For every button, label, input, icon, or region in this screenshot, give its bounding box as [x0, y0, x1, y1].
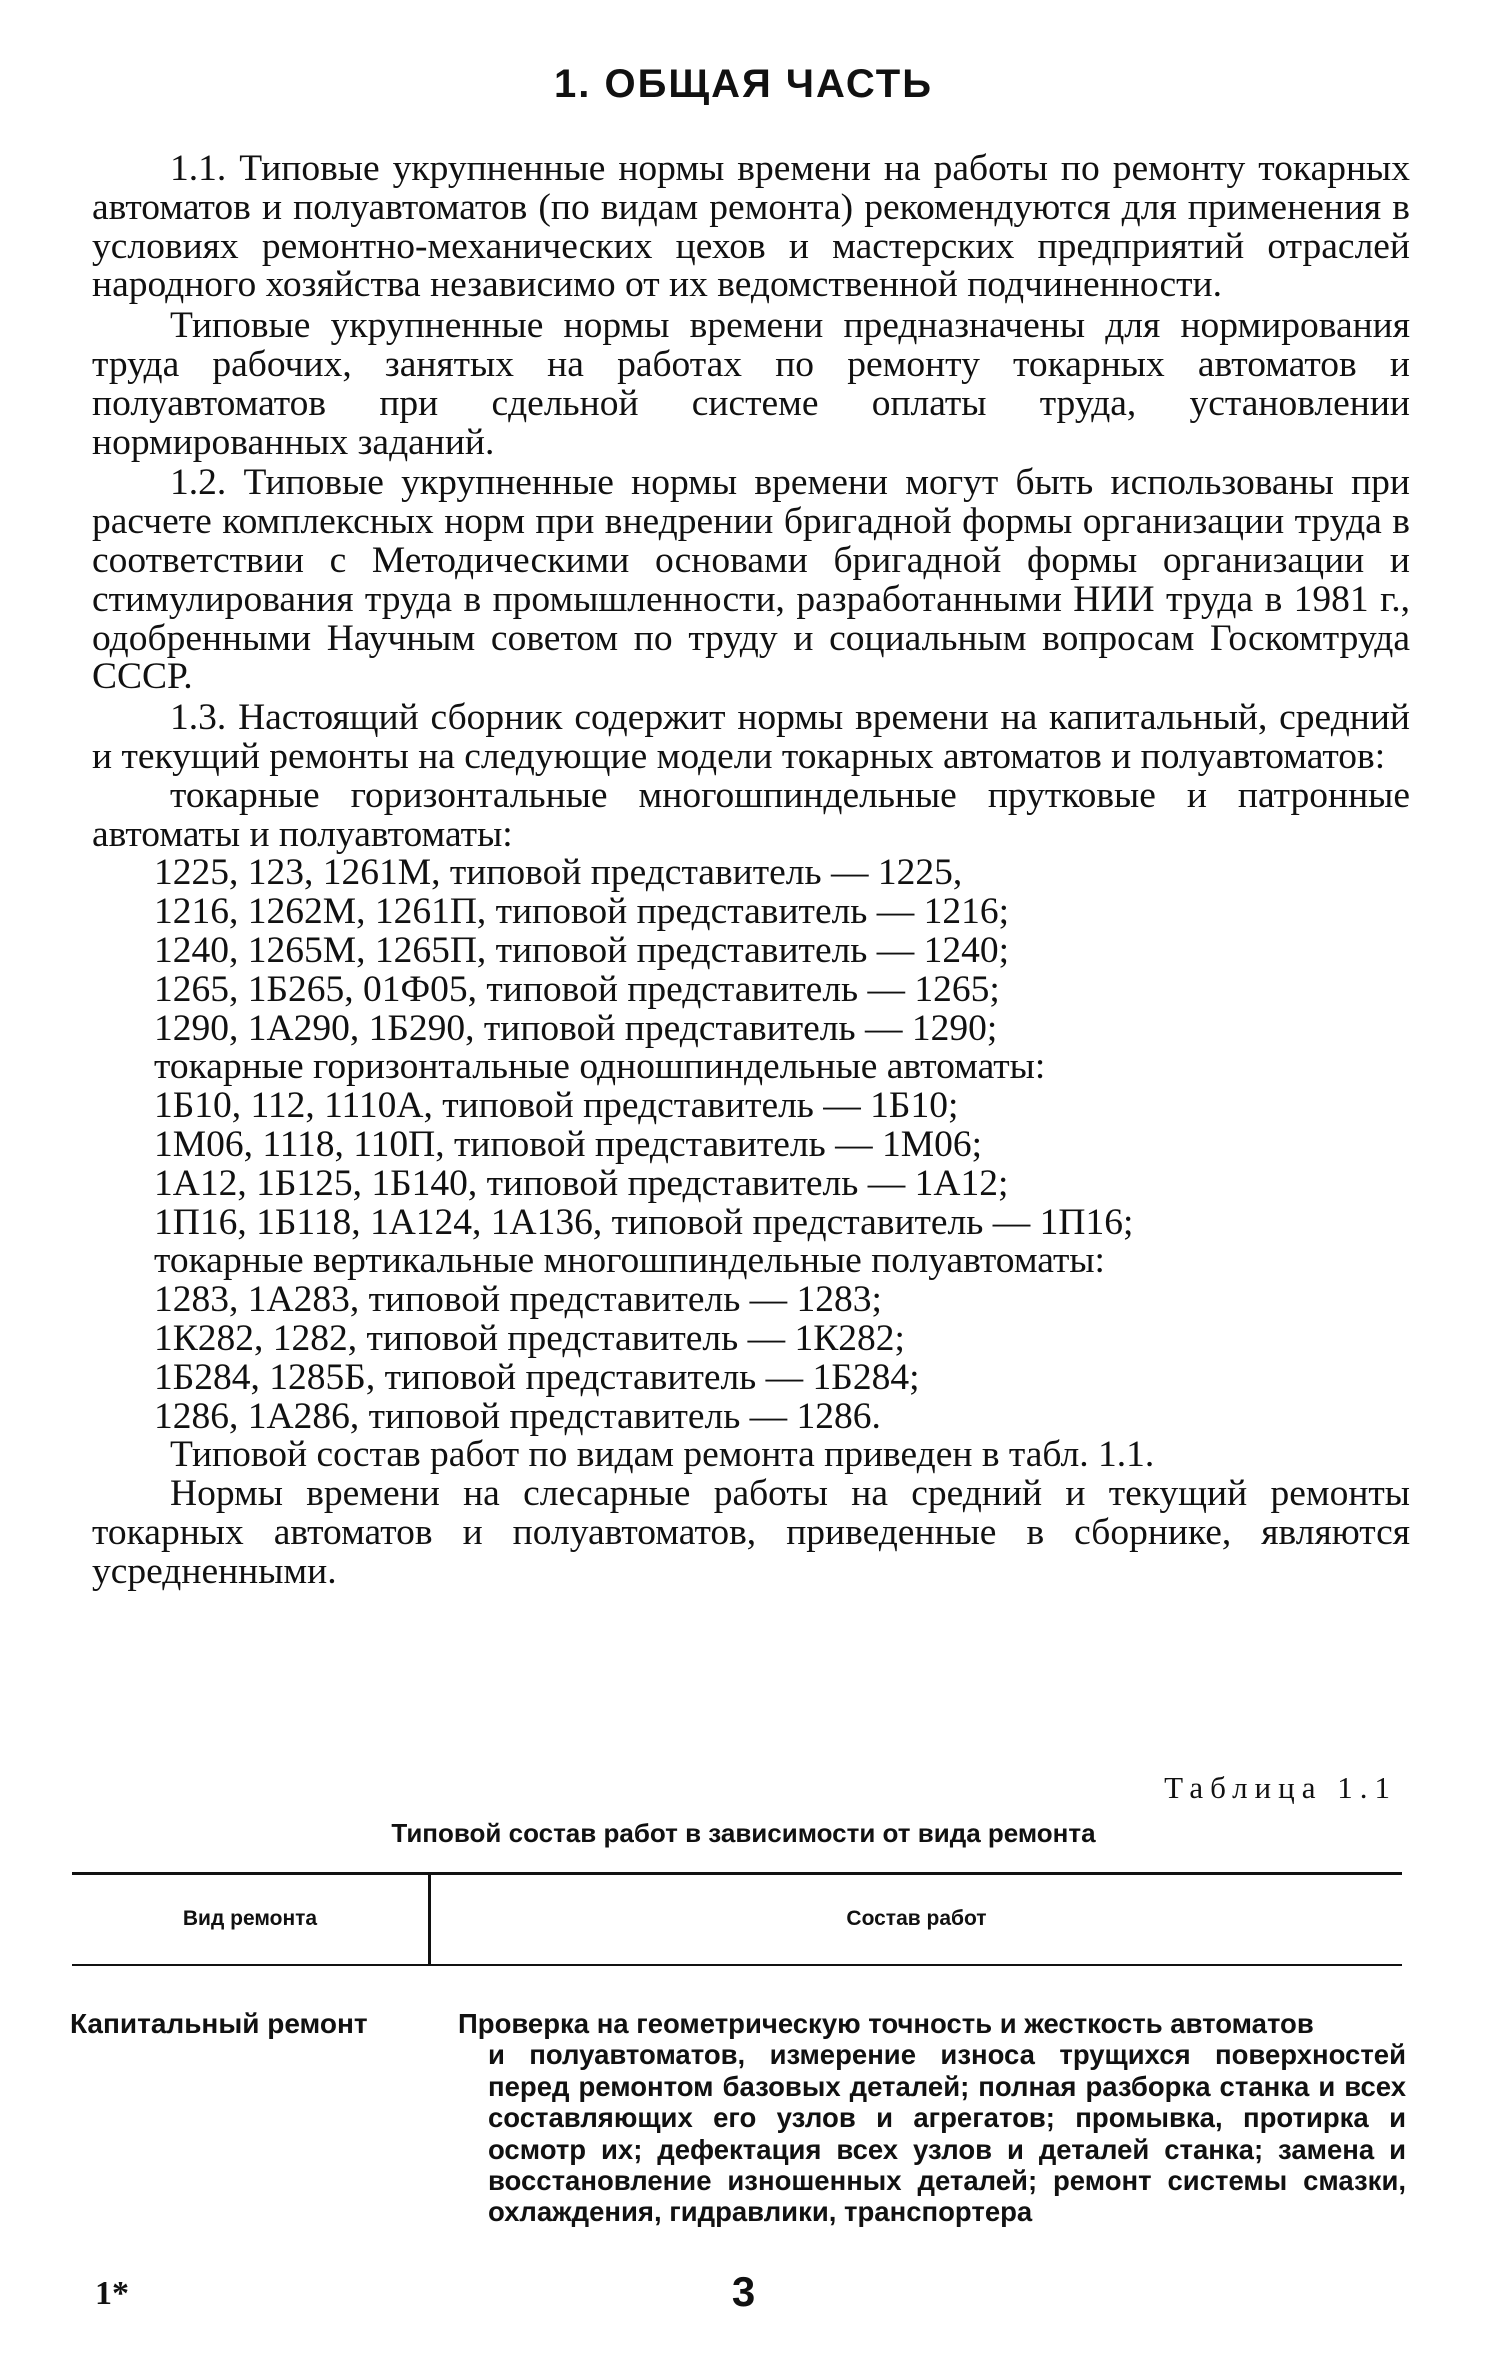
paragraph-1-1: 1.1. Типовые укрупненные нормы времени на работы по ремонту токарных автоматов и полуавтоматов (по видам ремонта) рекомендуются для применения в условиях ремонтно-механических цехов и мастерских предприятий отраслей народного хозяйства независимо от их ведомственной подчиненности. — [92, 148, 1410, 306]
work-composition-continuation: и полуавтоматов, измерение износа трущихся поверхностей перед ремонтом базовых деталей; полная разборка станка и всех составляющих его узлов и агрегатов; промывка, протирка и осмотр их; дефектация всех узлов и деталей станка; замена и восстановление изношенных деталей; ремонт системы смазки, охлаждения, гидравлики, транспортера — [488, 2039, 1406, 2228]
table-header-rule — [72, 1964, 1402, 1966]
model-list-item: 1К282, 1282, типовой представитель — 1К282; — [154, 1317, 905, 1359]
page-number: 3 — [731, 2268, 756, 2315]
group-title-vertical-multispindle: токарные вертикальные многошпиндельные полуавтоматы: — [154, 1240, 1105, 1282]
group-title-horizontal-multispindle: токарные горизонтальные многошпиндельные прутковые и патронные автоматы и полуавтоматы: — [92, 774, 1410, 855]
model-list-item: 1А12, 1Б125, 1Б140, типовой представитель — 1А12; — [154, 1162, 1009, 1204]
model-list-item: 1265, 1Б265, 01Ф05, типовой представитель — 1265; — [154, 968, 1000, 1010]
paragraph-1-2: 1.2. Типовые укрупненные нормы времени могут быть использованы при расчете комплексных норм при внедрении бригадной формы организации труда в соответствии с Методическими основами бригадной формы организации и стимулирования труда в промышленности, разработанными НИИ труда в 1981 г., одобренными Научным советом по труду и социальным вопросам Госкомтруда СССР. — [92, 462, 1410, 698]
model-list-item: 1240, 1265М, 1265П, типовой представитель — 1240; — [154, 929, 1010, 971]
work-composition-first-line: Проверка на геометрическую точность и жесткость автоматов — [458, 2008, 1314, 2039]
model-list-item: 1225, 123, 1261М, типовой представитель — 1225, — [154, 852, 963, 894]
table-top-rule — [72, 1872, 1402, 1875]
paragraph-norms-purpose: Типовые укрупненные нормы времени предназначены для нормирования труда рабочих, занятых на работах по ремонту токарных автоматов и полуавтоматов при сдельной системе оплаты труда, установлении нормированных заданий. — [92, 305, 1410, 463]
table-header-work-composition: Состав работ — [846, 1907, 987, 1930]
model-list-item: 1216, 1262М, 1261П, типовой представитель — 1216; — [154, 891, 1010, 933]
table-label: Таблица 1.1 — [1164, 1770, 1397, 1805]
body-text — [92, 150, 1410, 1591]
model-list-item: 1Б284, 1285Б, типовой представитель — 1Б284; — [154, 1356, 920, 1398]
model-list-item: 1283, 1А283, типовой представитель — 1283; — [154, 1279, 882, 1321]
paragraph-averaged-norms: Нормы времени на слесарные работы на средний и текущий ремонты токарных автоматов и полуавтоматов, приведенные в сборнике, являются усредненными. — [92, 1473, 1410, 1592]
table-caption: Типовой состав работ в зависимости от вида ремонта — [391, 1818, 1096, 1848]
paragraph-table-reference: Типовой состав работ по видам ремонта приведен в табл. 1.1. — [170, 1434, 1155, 1476]
table-cell-repair-type: Капитальный ремонт — [70, 2008, 368, 2039]
section-heading: 1. ОБЩАЯ ЧАСТЬ — [554, 62, 933, 106]
signature-mark: 1* — [95, 2275, 129, 2312]
model-list-item: 1М06, 1118, 110П, типовой представитель — 1М06; — [154, 1123, 982, 1165]
group-title-horizontal-single-spindle: токарные горизонтальные одношпиндельные автоматы: — [154, 1046, 1046, 1088]
paragraph-1-3: 1.3. Настоящий сборник содержит нормы времени на капитальный, средний и текущий ремонты на следующие модели токарных автоматов и полуавтоматов: — [92, 697, 1410, 777]
model-list-item: 1286, 1А286, типовой представитель — 1286. — [154, 1395, 881, 1437]
model-list-item: 1П16, 1Б118, 1А124, 1А136, типовой представитель — 1П16; — [154, 1201, 1134, 1243]
model-list-item: 1290, 1А290, 1Б290, типовой представитель — 1290; — [154, 1007, 998, 1049]
model-list-item: 1Б10, 112, 1110А, типовой представитель — 1Б10; — [154, 1085, 959, 1127]
table-header-repair-type: Вид ремонта — [182, 1907, 318, 1930]
table-cell-work-composition — [458, 2008, 1406, 2228]
